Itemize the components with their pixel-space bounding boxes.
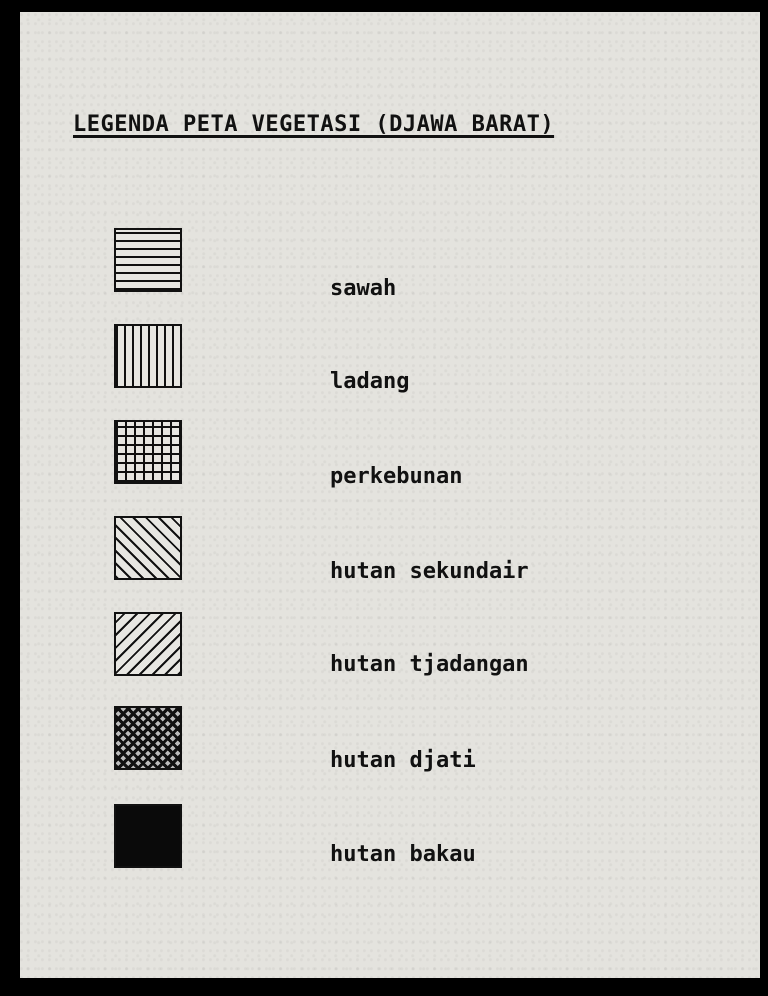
legend-item-hutan-sekundair	[0, 516, 768, 586]
diagonal-down-swatch	[114, 516, 182, 580]
legend-item-hutan-bakau	[0, 804, 768, 874]
legend-label: sawah	[330, 276, 397, 301]
legend-label: hutan tjadangan	[330, 652, 529, 677]
legend-label: ladang	[330, 369, 410, 394]
vertical-lines-swatch	[114, 324, 182, 388]
legend-label: hutan djati	[330, 748, 476, 773]
legend-item-hutan-tjadangan	[0, 612, 768, 682]
legend-item-sawah	[0, 228, 768, 301]
solid-black-swatch	[114, 804, 182, 868]
legend-label: hutan sekundair	[330, 559, 529, 584]
legend-item-ladang	[0, 324, 768, 394]
diagonal-up-swatch	[114, 612, 182, 676]
legend-item-hutan-djati	[0, 706, 768, 776]
legend-label: hutan bakau	[330, 842, 476, 867]
page-title: LEGENDA PETA VEGETASI (DJAWA BARAT)	[73, 112, 555, 137]
legend-item-perkebunan	[0, 420, 768, 490]
legend-label: perkebunan	[330, 464, 463, 489]
crosshatch-swatch	[114, 706, 182, 770]
horizontal-lines-swatch	[114, 228, 182, 292]
grid-swatch	[114, 420, 182, 484]
